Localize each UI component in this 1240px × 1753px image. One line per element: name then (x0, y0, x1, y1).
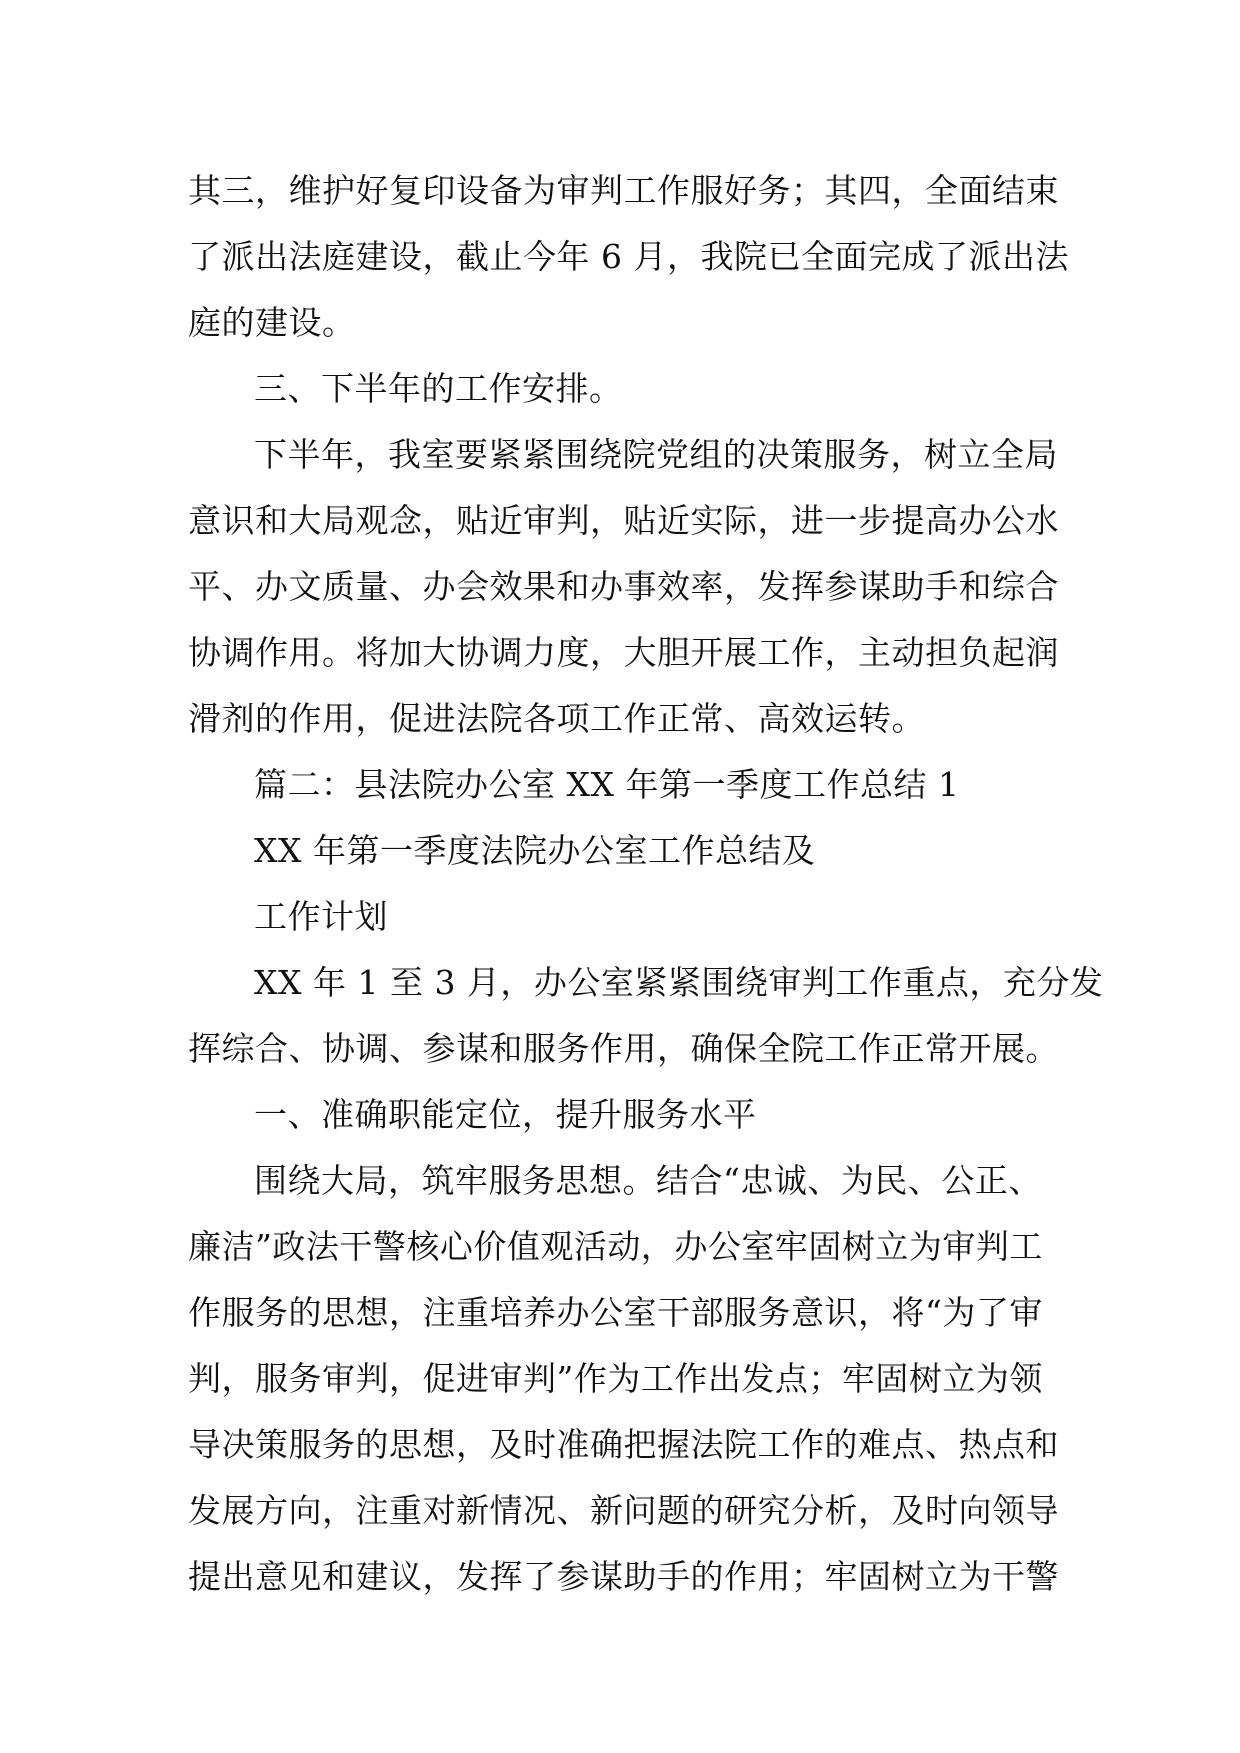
text-line-20: 导决策服务的思想，及时准确把握法院工作的难点、热点和 (188, 1425, 1059, 1464)
report-title-line-1: XX 年第一季度法院办公室工作总结及 (254, 831, 816, 870)
text-line-18: 作服务的思想，注重培养办公室干部服务意识，将“为了审 (188, 1293, 1043, 1332)
text-line-8: 协调作用。将加大协调力度，大胆开展工作，主动担负起润 (188, 633, 1059, 672)
text-line-17: 廉洁”政法干警核心价值观活动，办公室牢固树立为审判工 (188, 1227, 1043, 1266)
text-line-16: 围绕大局，筑牢服务思想。结合“忠诚、为民、公正、 (254, 1161, 1042, 1200)
text-line-22: 提出意见和建议，发挥了参谋助手的作用；牢固树立为干警 (188, 1557, 1059, 1596)
report-title-line-2: 工作计划 (254, 897, 388, 936)
text-line-1: 其三，维护好复印设备为审判工作服好务；其四，全面结束 (188, 171, 1059, 210)
text-line-19: 判，服务审判，促进审判”作为工作出发点；牢固树立为领 (188, 1359, 1043, 1398)
text-line-3: 庭的建设。 (188, 303, 356, 342)
text-line-21: 发展方向，注重对新情况、新问题的研究分析，及时向领导 (188, 1491, 1059, 1530)
text-line-9: 滑剂的作用，促进法院各项工作正常、高效运转。 (188, 699, 925, 738)
text-line-2: 了派出法庭建设，截止今年 6 月，我院已全面完成了派出法 (188, 237, 1069, 276)
text-line-6: 意识和大局观念，贴近审判，贴近实际，进一步提高办公水 (188, 501, 1059, 540)
text-line-7: 平、办文质量、办会效果和办事效率，发挥参谋助手和综合 (188, 567, 1059, 606)
section-heading-positioning: 一、准确职能定位，提升服务水平 (254, 1095, 757, 1134)
text-line-5: 下半年，我室要紧紧围绕院党组的决策服务，树立全局 (254, 435, 1058, 474)
document-body (188, 158, 1104, 1610)
text-line-13: XX 年 1 至 3 月，办公室紧紧围绕审判工作重点，充分发 (254, 963, 1104, 1002)
text-line-14: 挥综合、协调、参谋和服务作用，确保全院工作正常开展。 (188, 1029, 1059, 1068)
chapter-two-heading: 篇二：县法院办公室 XX 年第一季度工作总结 1 (254, 765, 960, 804)
section-heading-work-plan: 三、下半年的工作安排。 (254, 369, 623, 408)
